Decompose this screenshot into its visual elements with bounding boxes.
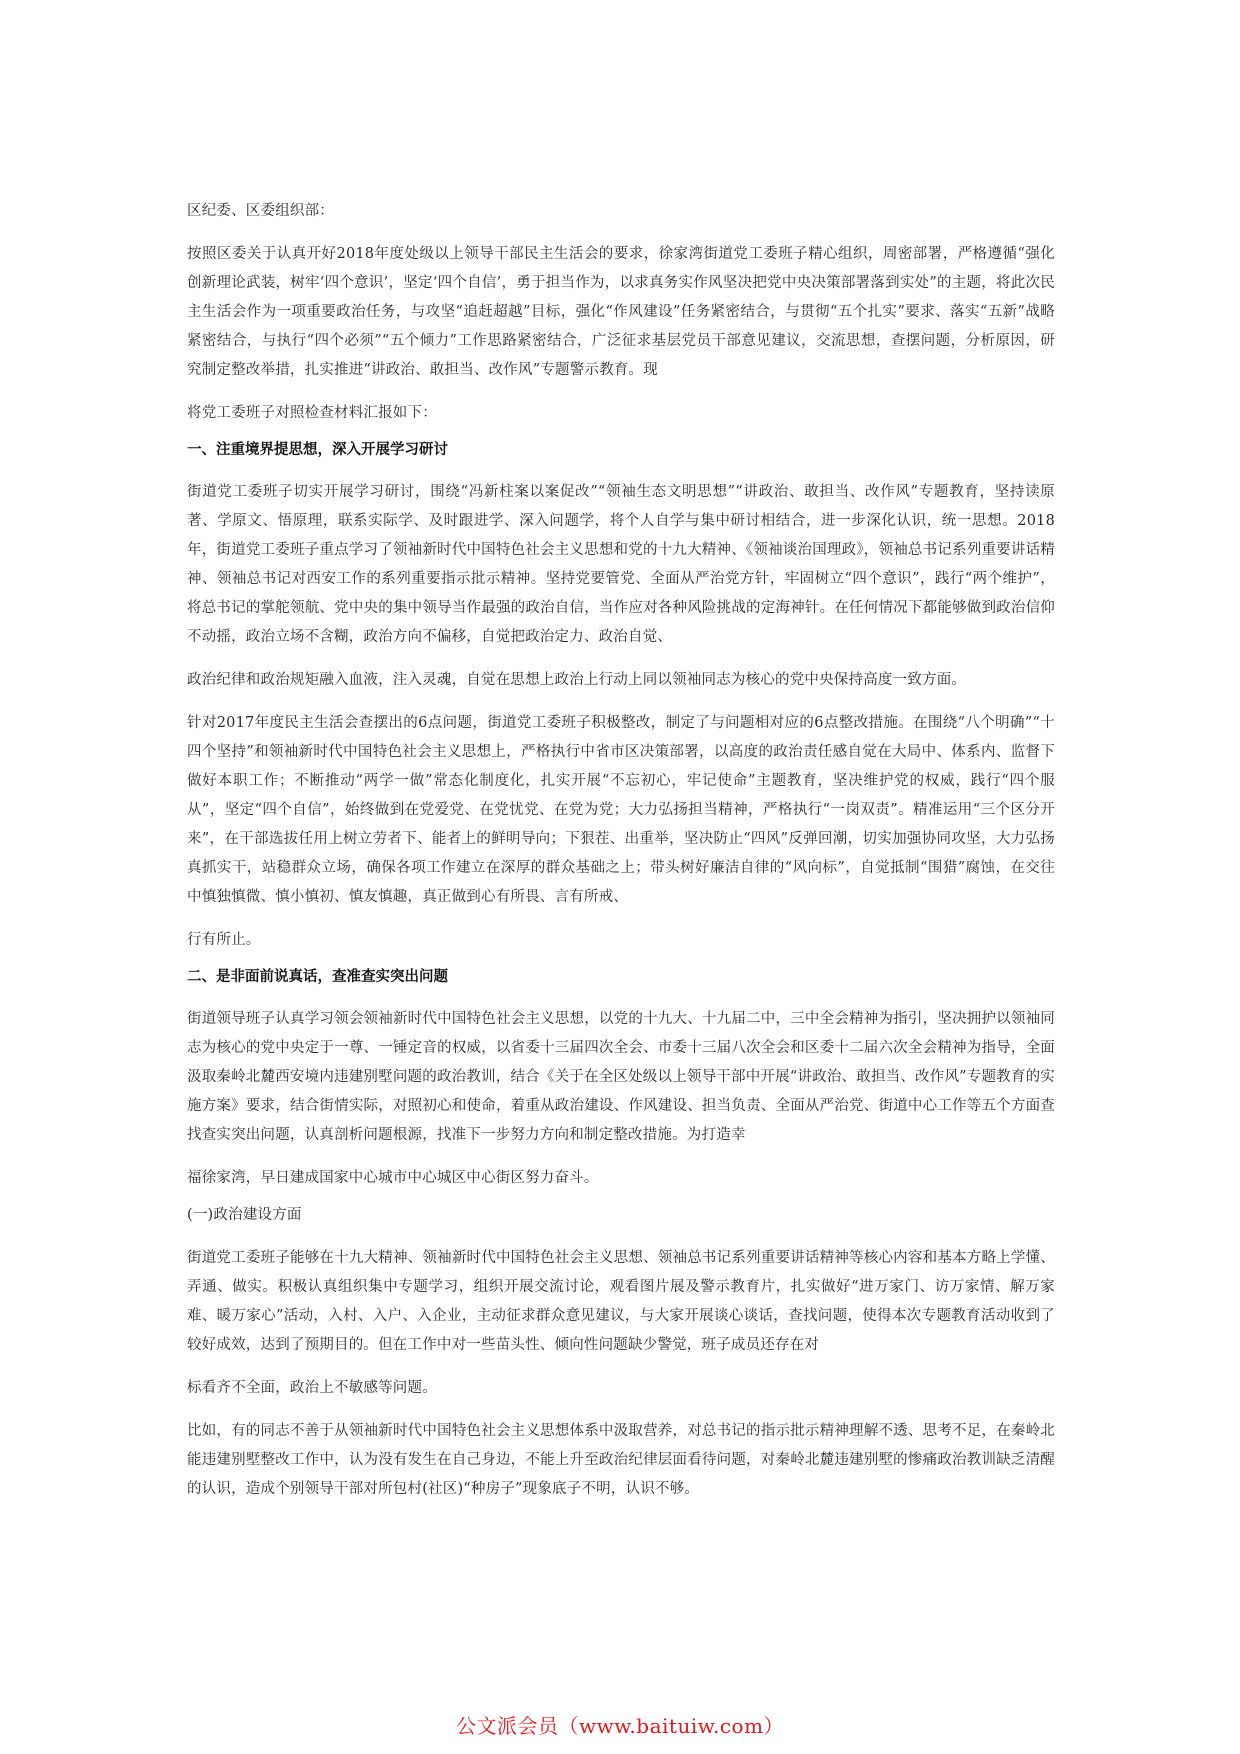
subsection-1-heading: (一)政治建设方面 [187,1207,302,1223]
section-2-heading: 二、是非面前说真话，查准查实突出问题 [187,969,448,985]
section-2-paragraph-2: 福徐家湾，早日建成国家中心城市中心城区中心街区努力奋斗。 [187,1170,599,1186]
subsection-1-paragraph-2: 标看齐不全面，政治上不敏感等问题。 [187,1380,437,1396]
section-1-paragraph-1: 街道党工委班子切实开展学习研讨，围绕“冯新柱案以案促改”“领袖生态文明思想”“讲政治、敢担当、改作风”专题教育，坚持读原著、学原文、悟原理，联系实际学、及时跟进学、深入问题学，将个人自学与集中研讨相结合，进一步深化认识，统一思想。2018年，街道党工委班子重点学习了领袖新时代中国特色社会主义思想和党的十九大精神、《领袖谈治国理政》，领袖总书记系列重要讲话精神、领袖总书记对西安工作的系列重要指示批示精神。坚持党要管党、全面从严治党方针，牢固树立“四个意识”，践行“两个维护”，将总书记的掌舵领航、党中央的集中领导当作最强的政治自信，当作应对各种风险挑战的定海神针。在任何情况下都能够做到政治信仰不动摇，政治立场不含糊，政治方向不偏移，自觉把政治定力、政治自觉、 [187,484,1055,645]
section-1-paragraph-3: 针对2017年度民主生活会查摆出的6点问题，街道党工委班子积极整改，制定了与问题相对应的6点整改措施。在围绕“八个明确”“十四个坚持”和领袖新时代中国特色社会主义思想上，严格执行中省市区决策部署，以高度的政治责任感自觉在大局中、体系内、监督下做好本职工作；不断推动“两学一做”常态化制度化，扎实开展“不忘初心，牢记使命”主题教育，坚决维护党的权威，践行“四个服从”，坚定“四个自信”，始终做到在党爱党、在党忧党、在党为党；大力弘扬担当精神，严格执行“一岗双责”。精准运用“三个区分开来”，在干部选拔任用上树立劳者下、能者上的鲜明导向；下狠茬、出重举，坚决防止“四风”反弹回潮，切实加强协同攻坚，大力弘扬真抓实干，站稳群众立场，确保各项工作建立在深厚的群众基础之上；带头树好廉洁自律的“风向标”，自觉抵制“围猎”腐蚀，在交往中慎独慎微、慎小慎初、慎友慎趣，真正做到心有所畏、言有所戒、 [187,715,1055,905]
subsection-1-paragraph-3: 比如，有的同志不善于从领袖新时代中国特色社会主义思想体系中汲取营养，对总书记的指示批示精神理解不透、思考不足，在秦岭北能违建别墅整改工作中，认为没有发生在自己身边，不能上升至政治纪律层面看待问题，对秦岭北麓违建别墅的惨痛政治教训缺乏清醒的认识，造成个别领导干部对所包村(社区)“种房子”现象底子不明，认识不够。 [187,1423,1055,1497]
footer-watermark: 公文派会员（www.baituiw.com） [455,1714,785,1738]
section-1-paragraph-4: 行有所止。 [187,932,261,948]
section-2-paragraph-1: 街道领导班子认真学习领会领袖新时代中国特色社会主义思想，以党的十九大、十九届二中，三中全会精神为指引，坚决拥护以领袖同志为核心的党中央定于一尊、一锤定音的权威，以省委十三届四次全会、市委十三届八次全会和区委十二届六次全会精神为指导，全面汲取秦岭北麓西安境内违建别墅问题的政治教训，结合《关于在全区处级以上领导干部中开展“讲政治、敢担当、改作风”专题教育的实施方案》要求，结合街情实际，对照初心和使命，着重从政治建设、作风建设、担当负责、全面从严治党、街道中心工作等五个方面查找查实突出问题，认真剖析问题根源，找准下一步努力方向和制定整改措施。为打造幸 [187,1011,1055,1143]
section-1-paragraph-2: 政治纪律和政治规矩融入血液，注入灵魂，自觉在思想上政治上行动上同以领袖同志为核心的党中央保持高度一致方面。 [187,672,967,688]
subsection-1-paragraph-1: 街道党工委班子能够在十九大精神、领袖新时代中国特色社会主义思想、领袖总书记系列重要讲话精神等核心内容和基本方略上学懂、弄通、做实。积极认真组织集中专题学习，组织开展交流讨论，观看图片展及警示教育片，扎实做好“进万家门、访万家情、解万家难、暖万家心”活动，入村、入户、入企业，主动征求群众意见建议，与大家开展谈心谈话，查找问题，使得本次专题教育活动收到了较好成效，达到了预期目的。但在工作中对一些苗头性、倾向性问题缺少警觉，班子成员还存在对 [187,1250,1055,1353]
salutation: 区纪委、区委组织部： [187,203,334,219]
document-body [187,197,1055,1504]
section-1-heading: 一、注重境界提思想，深入开展学习研讨 [187,442,448,458]
intro-continuation: 将党工委班子对照检查材料汇报如下： [187,405,437,421]
intro-paragraph: 按照区委关于认真开好2018年度处级以上领导干部民主生活会的要求，徐家湾街道党工委班子精心组织，周密部署，严格遵循“强化创新理论武装，树牢‘四个意识’，坚定‘四个自信’，勇于担当作为，以求真务实作风坚决把党中央决策部署落到实处”的主题，将此次民主生活会作为一项重要政治任务，与攻坚“追赶超越”目标，强化“作风建设”任务紧密结合，与贯彻“五个扎实”要求、落实“五新”战略紧密结合，与执行“四个必须”“五个倾力”工作思路紧密结合，广泛征求基层党员干部意见建议，交流思想，查摆问题，分析原因，研究制定整改举措，扎实推进“讲政治、敢担当、改作风”专题警示教育。现 [187,246,1055,378]
